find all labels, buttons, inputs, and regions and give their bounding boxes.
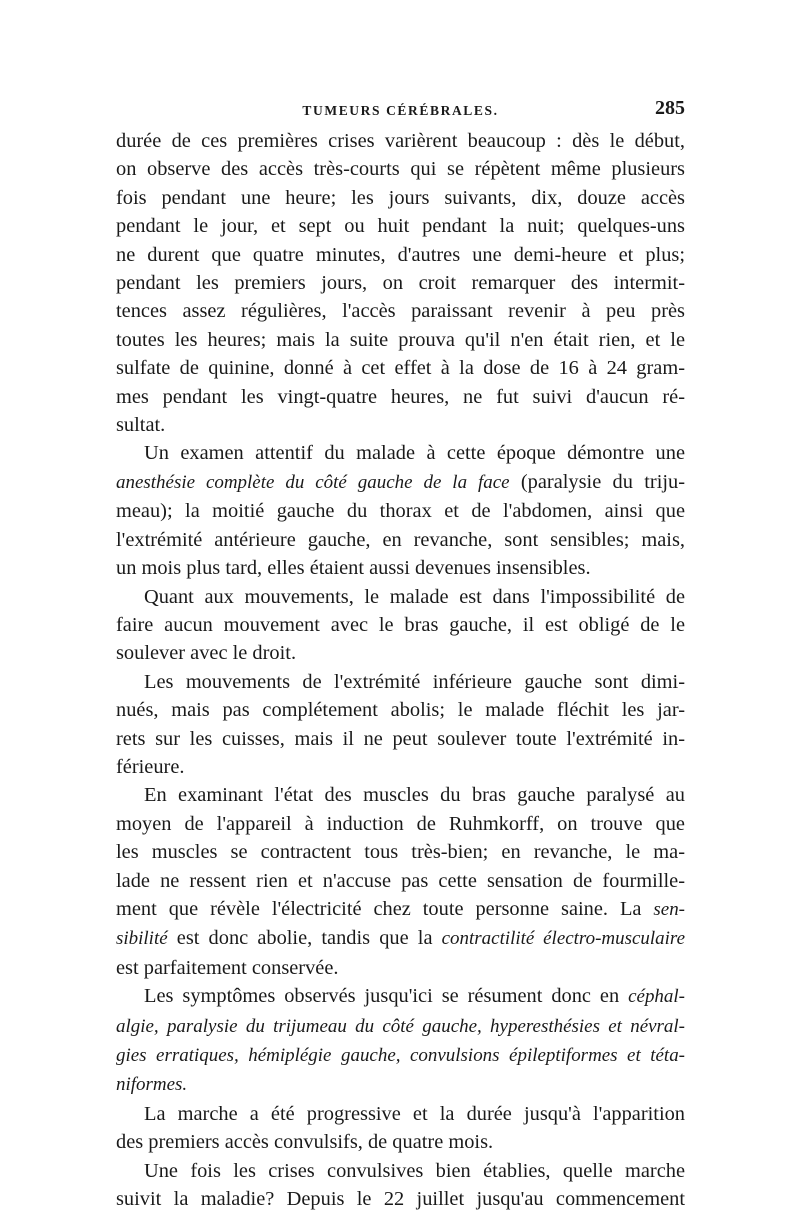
- italic-text: algie, paralysie du trijumeau du côté gauche, hyperesthésies et névral-: [116, 1015, 685, 1037]
- text-line: [116, 1157, 685, 1185]
- text-segment: meau); la moitié gauche du thorax et de l'abdomen, ainsi que: [116, 500, 685, 523]
- text-line: [116, 526, 685, 554]
- text-segment: rets sur les cuisses, mais il ne peut soulever toute l'extrémité in-: [116, 727, 685, 750]
- text-line: [116, 810, 685, 838]
- text-line: [116, 924, 685, 953]
- text-segment: pendant les premiers jours, on croit remarquer des intermit-: [116, 272, 685, 295]
- text-line: [116, 354, 685, 382]
- text-line: [116, 725, 685, 753]
- text-line: [116, 1012, 685, 1041]
- running-title: TUMEURS CÉRÉBRALES.: [302, 103, 499, 118]
- text-segment: durée de ces premières crises varièrent beaucoup : dès le début,: [116, 130, 685, 152]
- text-segment: moyen de l'appareil à induction de Ruhmkorff, on trouve que: [116, 812, 685, 835]
- page-header: [116, 97, 685, 125]
- text-line: [116, 1100, 685, 1128]
- text-segment: les muscles se contractent tous très-bien; en revanche, le ma-: [116, 841, 685, 864]
- text-segment: l'extrémité antérieure gauche, en revanche, sont sensibles; mais,: [116, 528, 685, 551]
- text-line: [116, 696, 685, 724]
- text-segment: Un examen attentif du malade à cette époque démontre une: [144, 442, 685, 465]
- text-line: [116, 838, 685, 866]
- text-line: [116, 411, 685, 439]
- text-line: [116, 1128, 685, 1156]
- text-line: [116, 954, 685, 982]
- text-segment: des premiers accès convulsifs, de quatre mois.: [116, 1131, 494, 1154]
- text-segment: férieure.: [116, 755, 185, 778]
- text-line: [116, 468, 685, 497]
- italic-text: contractilité électro-musculaire: [441, 928, 685, 950]
- italic-text: gies erratiques, hémiplégie gauche, convulsions épileptiformes et téta-: [116, 1045, 685, 1066]
- text-segment: un mois plus tard, elles étaient aussi devenues insensibles.: [116, 557, 591, 580]
- text-line: [116, 155, 685, 183]
- text-segment: Une fois les crises convulsives bien établies, quelle marche: [144, 1159, 685, 1182]
- text-segment: Quant aux mouvements, le malade est dans l'impossibilité de: [144, 585, 685, 608]
- text-line: [116, 439, 685, 467]
- text-line: [116, 127, 685, 155]
- text-line: [116, 297, 685, 325]
- text-segment: faire aucun mouvement avec le bras gauche, il est obligé de le: [116, 613, 685, 636]
- text-segment: ne durent que quatre minutes, d'autres une demi-heure et plus;: [116, 243, 685, 266]
- text-line: [116, 867, 685, 895]
- text-segment: suivit la maladie? Depuis le 22 juillet jusqu'au commencement: [116, 1188, 685, 1211]
- text-segment: soulever avec le droit.: [116, 642, 297, 665]
- text-line: [116, 583, 685, 611]
- text-line: [116, 1070, 685, 1099]
- text-segment: tences assez régulières, l'accès paraissant revenir à peu près: [116, 300, 685, 323]
- text-segment: on observe des accès très-courts qui se répètent même plusieurs: [116, 158, 685, 181]
- text-line: [116, 982, 685, 1011]
- text-segment: est parfaitement conservée.: [116, 956, 339, 979]
- text-line: [116, 611, 685, 639]
- text-line: [116, 326, 685, 354]
- text-segment: Les mouvements de l'extrémité inférieure gauche sont dimi-: [144, 670, 685, 693]
- italic-text: niformes.: [116, 1074, 188, 1096]
- text-line: [116, 554, 685, 582]
- text-line: [116, 639, 685, 667]
- text-line: [116, 383, 685, 411]
- text-segment: fois pendant une heure; les jours suivants, dix, douze accès: [116, 186, 685, 209]
- text-line: [116, 1185, 685, 1213]
- body-text: [116, 127, 685, 1213]
- text-segment: (paralysie du triju-: [509, 470, 686, 493]
- italic-text: céphal-: [628, 986, 685, 1008]
- text-segment: mes pendant les vingt-quatre heures, ne fut suivi d'aucun ré-: [116, 385, 685, 408]
- text-line: [116, 269, 685, 297]
- text-segment: nués, mais pas complétement abolis; le malade fléchit les jar-: [116, 699, 685, 722]
- text-line: [116, 212, 685, 240]
- text-segment: lade ne ressent rien et n'accuse pas cette sensation de fourmille-: [116, 869, 685, 892]
- italic-text: sen-: [653, 898, 685, 920]
- text-segment: sultat.: [116, 414, 166, 437]
- italic-text: sibilité: [116, 928, 168, 950]
- text-segment: sulfate de quinine, donné à cet effet à la dose de 16 à 24 gram-: [116, 357, 685, 380]
- text-line: [116, 668, 685, 696]
- text-segment: pendant le jour, et sept ou huit pendant la nuit; quelques-uns: [116, 215, 685, 238]
- text-line: [116, 781, 685, 809]
- text-segment: ment que révèle l'électricité chez toute personne saine. La: [116, 897, 654, 920]
- text-line: [116, 895, 685, 924]
- text-segment: toutes les heures; mais la suite prouva qu'il n'en était rien, et le: [116, 328, 685, 351]
- italic-text: anesthésie complète du côté gauche de la face: [116, 471, 510, 493]
- text-segment: est donc abolie, tandis que la: [167, 927, 442, 950]
- text-line: [116, 1041, 685, 1070]
- text-segment: En examinant l'état des muscles du bras gauche paralysé au: [144, 784, 685, 807]
- text-line: [116, 753, 685, 781]
- text-segment: La marche a été progressive et la durée jusqu'à l'apparition: [144, 1102, 685, 1125]
- text-line: [116, 184, 685, 212]
- page-number: 285: [655, 97, 685, 119]
- text-segment: Les symptômes observés jusqu'ici se résument donc en: [144, 985, 629, 1008]
- text-line: [116, 497, 685, 525]
- text-line: [116, 241, 685, 269]
